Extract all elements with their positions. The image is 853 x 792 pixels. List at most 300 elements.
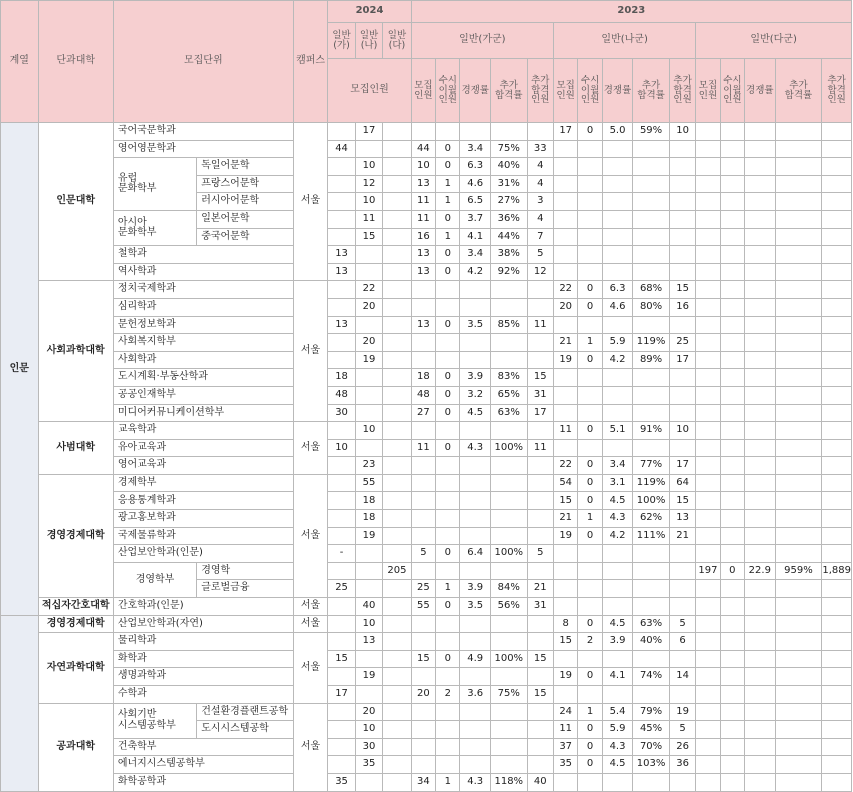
- value-cell: 59%: [633, 123, 670, 141]
- value-cell: [490, 123, 527, 141]
- value-cell: [436, 527, 460, 545]
- value-cell: [720, 263, 744, 281]
- value-cell: 7: [527, 228, 553, 246]
- value-cell: [775, 246, 822, 264]
- subhead-addpct: 추가 합격률: [633, 59, 670, 123]
- value-cell: 1: [436, 228, 460, 246]
- value-cell: 79%: [633, 703, 670, 721]
- value-cell: [602, 210, 633, 228]
- value-cell: 74%: [633, 668, 670, 686]
- value-cell: [328, 756, 355, 774]
- unit-name: 철학과: [113, 246, 293, 264]
- value-cell: 25: [328, 580, 355, 598]
- value-cell: 3.5: [460, 316, 491, 334]
- value-cell: 24: [553, 703, 577, 721]
- value-cell: [553, 580, 577, 598]
- value-cell: [822, 140, 852, 158]
- value-cell: 40%: [490, 158, 527, 176]
- value-cell: [822, 492, 852, 510]
- value-cell: [633, 404, 670, 422]
- value-cell: [720, 386, 744, 404]
- value-cell: [328, 527, 355, 545]
- value-cell: [633, 686, 670, 704]
- value-cell: [578, 246, 602, 264]
- value-cell: [527, 738, 553, 756]
- value-cell: 15: [355, 228, 382, 246]
- value-cell: [822, 686, 852, 704]
- value-cell: [669, 386, 695, 404]
- value-cell: [383, 422, 411, 440]
- value-cell: [411, 615, 435, 633]
- subhead-addn: 추가 합격 인원: [822, 59, 852, 123]
- value-cell: [745, 492, 776, 510]
- value-cell: 35: [355, 756, 382, 774]
- value-cell: [745, 668, 776, 686]
- value-cell: [669, 562, 695, 580]
- value-cell: 16: [411, 228, 435, 246]
- value-cell: [669, 580, 695, 598]
- value-cell: 64: [669, 474, 695, 492]
- header-gyeyeol: 계열: [1, 1, 39, 123]
- value-cell: [383, 228, 411, 246]
- value-cell: [527, 510, 553, 528]
- subhead-addn: 추가 합격 인원: [527, 59, 553, 123]
- value-cell: 100%: [490, 650, 527, 668]
- value-cell: 4.5: [460, 404, 491, 422]
- value-cell: 10: [328, 439, 355, 457]
- value-cell: [696, 773, 720, 791]
- value-cell: [696, 404, 720, 422]
- table-row: [1, 510, 852, 528]
- header-na-2023: 일반(나군): [553, 23, 695, 59]
- unit-name: 물리학과: [113, 633, 293, 651]
- value-cell: [411, 298, 435, 316]
- value-cell: [383, 510, 411, 528]
- value-cell: [775, 439, 822, 457]
- value-cell: [436, 633, 460, 651]
- value-cell: [822, 510, 852, 528]
- value-cell: 5.1: [602, 422, 633, 440]
- value-cell: [720, 158, 744, 176]
- value-cell: [822, 633, 852, 651]
- value-cell: 4.1: [602, 668, 633, 686]
- value-cell: [527, 492, 553, 510]
- header-college: 단과대학: [38, 1, 113, 123]
- value-cell: 4.3: [460, 439, 491, 457]
- value-cell: [775, 422, 822, 440]
- value-cell: [527, 474, 553, 492]
- value-cell: [383, 334, 411, 352]
- unit-name: 경영학: [197, 562, 294, 580]
- value-cell: 6.3: [460, 158, 491, 176]
- value-cell: [383, 263, 411, 281]
- value-cell: [696, 316, 720, 334]
- unit-name: 일본어문학: [197, 210, 294, 228]
- value-cell: [383, 193, 411, 211]
- value-cell: [553, 140, 577, 158]
- value-cell: [745, 633, 776, 651]
- value-cell: [411, 562, 435, 580]
- value-cell: [822, 721, 852, 739]
- unit-name: 공공인재학부: [113, 386, 293, 404]
- value-cell: [328, 298, 355, 316]
- value-cell: [745, 298, 776, 316]
- value-cell: 111%: [633, 527, 670, 545]
- value-cell: [720, 175, 744, 193]
- value-cell: [436, 457, 460, 475]
- value-cell: 0: [436, 316, 460, 334]
- value-cell: [328, 615, 355, 633]
- value-cell: [490, 721, 527, 739]
- table-row: [1, 773, 852, 791]
- value-cell: [822, 773, 852, 791]
- value-cell: 0: [436, 263, 460, 281]
- value-cell: [436, 334, 460, 352]
- value-cell: [328, 562, 355, 580]
- value-cell: [490, 510, 527, 528]
- value-cell: 4.9: [460, 650, 491, 668]
- value-cell: [411, 351, 435, 369]
- value-cell: [669, 140, 695, 158]
- table-row: [1, 210, 852, 228]
- value-cell: [490, 633, 527, 651]
- value-cell: [745, 527, 776, 545]
- college-eng: 공과대학: [38, 703, 113, 791]
- value-cell: [775, 334, 822, 352]
- value-cell: 6.4: [460, 545, 491, 563]
- value-cell: [578, 193, 602, 211]
- value-cell: 0: [578, 492, 602, 510]
- value-cell: [822, 193, 852, 211]
- value-cell: [669, 650, 695, 668]
- value-cell: [775, 545, 822, 563]
- value-cell: [745, 140, 776, 158]
- value-cell: [602, 386, 633, 404]
- value-cell: [775, 510, 822, 528]
- value-cell: [696, 334, 720, 352]
- subhead-quota: 모집 인원: [696, 59, 720, 123]
- value-cell: [460, 527, 491, 545]
- value-cell: [822, 756, 852, 774]
- value-cell: [328, 228, 355, 246]
- unit-name: 유아교육과: [113, 439, 293, 457]
- value-cell: [328, 210, 355, 228]
- value-cell: [328, 193, 355, 211]
- value-cell: [328, 422, 355, 440]
- value-cell: [669, 158, 695, 176]
- value-cell: 35: [328, 773, 355, 791]
- value-cell: [775, 527, 822, 545]
- header-da-2023: 일반(다군): [696, 23, 852, 59]
- value-cell: [553, 386, 577, 404]
- college-edu: 사범대학: [38, 422, 113, 475]
- value-cell: 63%: [490, 404, 527, 422]
- value-cell: 118%: [490, 773, 527, 791]
- value-cell: [602, 316, 633, 334]
- value-cell: [633, 158, 670, 176]
- value-cell: [527, 615, 553, 633]
- value-cell: [720, 580, 744, 598]
- value-cell: [696, 175, 720, 193]
- value-cell: 18: [355, 510, 382, 528]
- unit-name: 프랑스어문학: [197, 175, 294, 193]
- value-cell: [775, 404, 822, 422]
- value-cell: [578, 175, 602, 193]
- unit-name: 국어국문학과: [113, 123, 293, 141]
- header-campus: 캠퍼스: [293, 1, 328, 123]
- value-cell: [822, 422, 852, 440]
- table-row: [1, 246, 852, 264]
- value-cell: 15: [527, 686, 553, 704]
- value-cell: 48: [411, 386, 435, 404]
- value-cell: [578, 386, 602, 404]
- value-cell: [602, 193, 633, 211]
- value-cell: [602, 175, 633, 193]
- value-cell: 11: [411, 439, 435, 457]
- value-cell: [720, 668, 744, 686]
- value-cell: [328, 510, 355, 528]
- value-cell: 5.9: [602, 721, 633, 739]
- value-cell: [527, 562, 553, 580]
- value-cell: [602, 686, 633, 704]
- value-cell: 4.5: [602, 615, 633, 633]
- value-cell: [745, 316, 776, 334]
- value-cell: [720, 457, 744, 475]
- value-cell: [822, 175, 852, 193]
- value-cell: 4.6: [602, 298, 633, 316]
- value-cell: 4.2: [602, 527, 633, 545]
- value-cell: 15: [527, 369, 553, 387]
- value-cell: [328, 492, 355, 510]
- value-cell: 0: [436, 246, 460, 264]
- value-cell: [696, 492, 720, 510]
- value-cell: [460, 422, 491, 440]
- value-cell: [578, 140, 602, 158]
- value-cell: 91%: [633, 422, 670, 440]
- value-cell: 15: [669, 492, 695, 510]
- value-cell: [490, 281, 527, 299]
- value-cell: [775, 686, 822, 704]
- value-cell: 54: [553, 474, 577, 492]
- header-unit: 모집단위: [113, 1, 293, 123]
- value-cell: [775, 263, 822, 281]
- value-cell: 0: [436, 369, 460, 387]
- table-row: [1, 298, 852, 316]
- value-cell: [602, 580, 633, 598]
- value-cell: [460, 703, 491, 721]
- value-cell: [775, 668, 822, 686]
- value-cell: [490, 334, 527, 352]
- value-cell: [411, 492, 435, 510]
- value-cell: [745, 386, 776, 404]
- value-cell: [696, 246, 720, 264]
- value-cell: [696, 210, 720, 228]
- value-cell: 15: [527, 650, 553, 668]
- value-cell: [490, 298, 527, 316]
- value-cell: [633, 193, 670, 211]
- value-cell: [578, 545, 602, 563]
- value-cell: [669, 404, 695, 422]
- value-cell: [822, 334, 852, 352]
- value-cell: [720, 650, 744, 668]
- value-cell: [745, 703, 776, 721]
- subhead-addpct: 추가 합격률: [490, 59, 527, 123]
- value-cell: 19: [355, 351, 382, 369]
- table-row: [1, 140, 852, 158]
- value-cell: [578, 650, 602, 668]
- value-cell: [527, 703, 553, 721]
- value-cell: [669, 369, 695, 387]
- value-cell: 11: [527, 439, 553, 457]
- table-row: [1, 439, 852, 457]
- value-cell: [720, 615, 744, 633]
- value-cell: [460, 492, 491, 510]
- subgroup-yurop: 유럽 문화학부: [113, 158, 196, 211]
- value-cell: [460, 668, 491, 686]
- value-cell: [527, 756, 553, 774]
- value-cell: 0: [578, 474, 602, 492]
- value-cell: 119%: [633, 474, 670, 492]
- value-cell: [328, 738, 355, 756]
- value-cell: 2: [578, 633, 602, 651]
- value-cell: 13: [328, 316, 355, 334]
- unit-name: 사회복지학부: [113, 334, 293, 352]
- value-cell: 11: [553, 721, 577, 739]
- value-cell: 205: [383, 562, 411, 580]
- value-cell: [553, 369, 577, 387]
- value-cell: 33: [527, 140, 553, 158]
- value-cell: 55: [411, 598, 435, 616]
- value-cell: 15: [553, 492, 577, 510]
- value-cell: [328, 351, 355, 369]
- value-cell: 4.3: [602, 738, 633, 756]
- value-cell: [578, 439, 602, 457]
- unit-name: 간호학과(인문): [113, 598, 293, 616]
- table-row: [1, 703, 852, 721]
- value-cell: [328, 703, 355, 721]
- gyeyeol-jayeon: [1, 615, 39, 791]
- value-cell: [460, 510, 491, 528]
- value-cell: [720, 404, 744, 422]
- value-cell: 11: [355, 210, 382, 228]
- unit-name: 도시계획·부동산학과: [113, 369, 293, 387]
- value-cell: 89%: [633, 351, 670, 369]
- value-cell: 3.5: [460, 598, 491, 616]
- value-cell: [490, 474, 527, 492]
- value-cell: [822, 615, 852, 633]
- unit-name: 응용통계학과: [113, 492, 293, 510]
- value-cell: [822, 298, 852, 316]
- value-cell: 92%: [490, 263, 527, 281]
- value-cell: 5.0: [602, 123, 633, 141]
- value-cell: 5: [411, 545, 435, 563]
- value-cell: 4.6: [460, 175, 491, 193]
- value-cell: [775, 633, 822, 651]
- value-cell: 0: [578, 615, 602, 633]
- value-cell: 13: [411, 316, 435, 334]
- value-cell: [775, 228, 822, 246]
- value-cell: [745, 210, 776, 228]
- value-cell: 13: [411, 175, 435, 193]
- value-cell: [383, 756, 411, 774]
- value-cell: 19: [355, 527, 382, 545]
- value-cell: [527, 633, 553, 651]
- value-cell: 0: [436, 158, 460, 176]
- value-cell: 85%: [490, 316, 527, 334]
- value-cell: 4: [527, 210, 553, 228]
- value-cell: 3.1: [602, 474, 633, 492]
- value-cell: [696, 193, 720, 211]
- value-cell: [355, 562, 382, 580]
- value-cell: [633, 439, 670, 457]
- table-row: [1, 492, 852, 510]
- value-cell: [775, 369, 822, 387]
- value-cell: [578, 773, 602, 791]
- value-cell: [328, 668, 355, 686]
- table-row: [1, 615, 852, 633]
- value-cell: [602, 228, 633, 246]
- value-cell: [490, 738, 527, 756]
- value-cell: [775, 457, 822, 475]
- value-cell: [578, 316, 602, 334]
- value-cell: [436, 123, 460, 141]
- value-cell: [602, 545, 633, 563]
- value-cell: [383, 210, 411, 228]
- subhead-rate: 경쟁률: [460, 59, 491, 123]
- value-cell: 27%: [490, 193, 527, 211]
- unit-name: 글로벌금융: [197, 580, 294, 598]
- value-cell: [745, 281, 776, 299]
- value-cell: 75%: [490, 686, 527, 704]
- value-cell: [355, 246, 382, 264]
- value-cell: [822, 527, 852, 545]
- value-cell: [696, 650, 720, 668]
- value-cell: [383, 615, 411, 633]
- value-cell: 1: [578, 703, 602, 721]
- value-cell: [669, 439, 695, 457]
- value-cell: [383, 527, 411, 545]
- value-cell: [822, 386, 852, 404]
- value-cell: [383, 351, 411, 369]
- value-cell: [775, 316, 822, 334]
- value-cell: [669, 210, 695, 228]
- header-na-2024: 일반 (나): [355, 23, 382, 59]
- value-cell: [775, 298, 822, 316]
- value-cell: [578, 158, 602, 176]
- college-science: 자연과학대학: [38, 633, 113, 703]
- value-cell: [383, 369, 411, 387]
- value-cell: [355, 386, 382, 404]
- value-cell: [490, 457, 527, 475]
- gyeyeol-inmun: 인문: [1, 123, 39, 616]
- value-cell: [460, 334, 491, 352]
- value-cell: 10: [355, 422, 382, 440]
- value-cell: 0: [578, 527, 602, 545]
- value-cell: [527, 281, 553, 299]
- value-cell: [745, 439, 776, 457]
- value-cell: 22.9: [745, 562, 776, 580]
- value-cell: [696, 527, 720, 545]
- value-cell: [696, 422, 720, 440]
- value-cell: 119%: [633, 334, 670, 352]
- value-cell: [527, 721, 553, 739]
- value-cell: 0: [578, 422, 602, 440]
- table-row: [1, 562, 852, 580]
- value-cell: [720, 281, 744, 299]
- value-cell: [436, 738, 460, 756]
- value-cell: [383, 281, 411, 299]
- value-cell: [553, 228, 577, 246]
